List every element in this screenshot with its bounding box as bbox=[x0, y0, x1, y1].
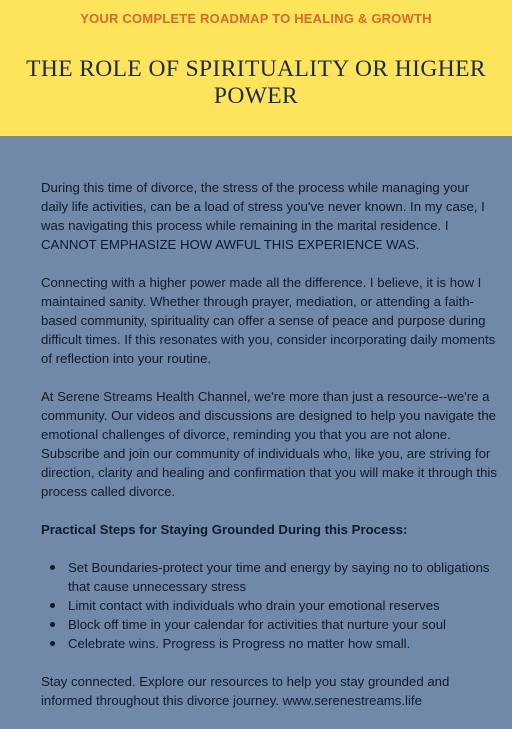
list-item bbox=[41, 558, 497, 596]
bullet-icon bbox=[50, 622, 55, 627]
header-tagline: YOUR COMPLETE ROADMAP TO HEALING & GROWTH bbox=[80, 11, 432, 26]
list-item bbox=[41, 634, 497, 653]
list-item-text: Celebrate wins. Progress is Progress no matter how small. bbox=[68, 636, 411, 651]
list-item-text: Limit contact with individuals who drain your emotional reserves bbox=[68, 598, 440, 613]
page-header bbox=[0, 0, 512, 136]
closing-paragraph: Stay connected. Explore our resources to help you stay grounded and informed throughout this divorce journey. www.serenestreams.life bbox=[41, 674, 450, 708]
page-title: THE ROLE OF SPIRITUALITY OR HIGHER POWER bbox=[26, 56, 486, 109]
list-item-text: Block off time in your calendar for activities that nurture your soul bbox=[68, 617, 446, 632]
paragraph-higher-power: Connecting with a higher power made all the difference. I believe, it is how I maintained sanity. Whether through prayer, mediation, or attending a faith-based community, spirituality can offer a sense of peace and purpose during difficult times. If this resonates with you, consider incorporating daily moments of reflection into your routine. bbox=[41, 275, 496, 366]
bullet-icon bbox=[50, 603, 55, 608]
steps-heading: Practical Steps for Staying Grounded During this Process: bbox=[41, 522, 408, 537]
paragraph-community: At Serene Streams Health Channel, we're more than just a resource--we're a community. Our videos and discussions are designed to help you navigate the emotional challenges of divorce, reminding you that you are not alone. Subscribe and join our community of individuals who, like you, are striving for direction, clarity and healing and confirmation that you will make it through this process called divorce. bbox=[41, 389, 497, 499]
bullet-icon bbox=[50, 565, 55, 570]
list-item bbox=[41, 596, 497, 615]
paragraph-divorce-stress: During this time of divorce, the stress of the process while managing your daily life activities, can be a load of stress you've never known. In my case, I was navigating this process while remaining in the marital residence. I CANNOT EMPHASIZE HOW AWFUL THIS EXPERIENCE WAS. bbox=[41, 180, 485, 252]
bullet-icon bbox=[50, 641, 55, 646]
list-item bbox=[41, 615, 497, 634]
list-item-text: Set Boundaries-protect your time and energy by saying no to obligations that cause unnecessary stress bbox=[68, 560, 490, 594]
article-body bbox=[41, 178, 497, 729]
steps-list bbox=[41, 558, 497, 653]
